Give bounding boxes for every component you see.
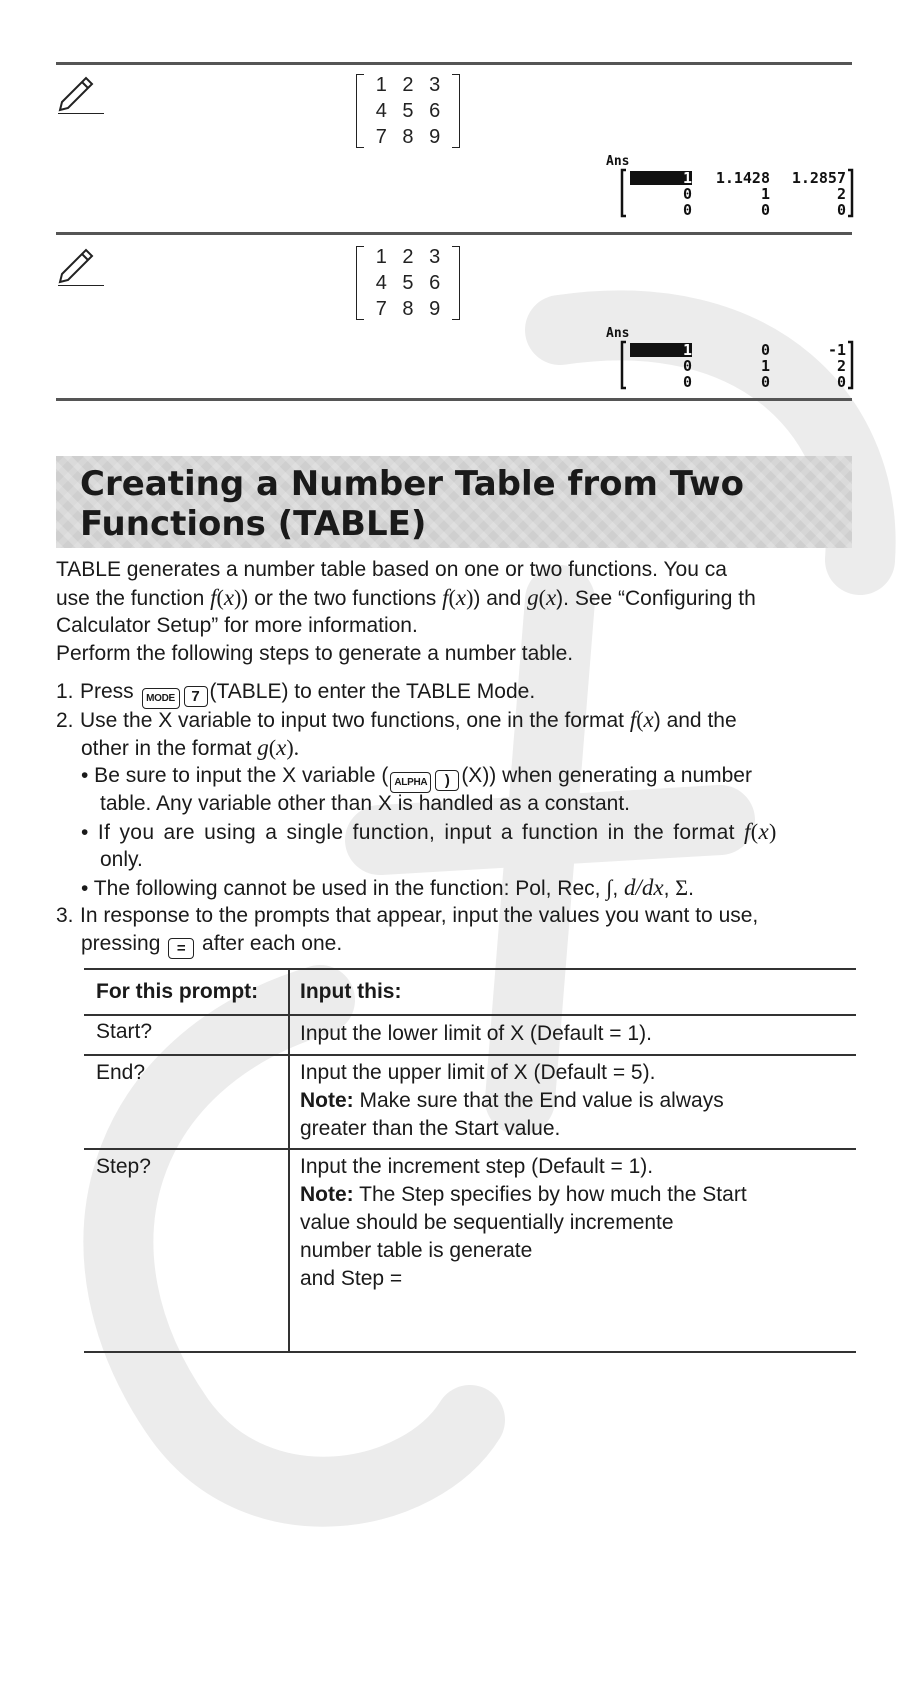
table-row-step-input: Input the increment step (Default = 1). (300, 1155, 654, 1178)
svg-text:0: 0 (760, 201, 770, 219)
matrix-cell: 6 (429, 272, 441, 294)
bullet-restrictions: • The following cannot be used in the function: Pol, Rec, ∫, d/dx, Σ. (81, 875, 694, 900)
bullet-single-function: • If you are using a single function, input a function in the format f(x) (81, 819, 777, 844)
mode-key-icon: MODE (142, 688, 180, 709)
svg-text:0: 0 (836, 373, 846, 391)
matrix-cell: 2 (402, 74, 414, 96)
table-header-input: Input this: (300, 980, 402, 1003)
svg-text:-1: -1 (827, 341, 846, 359)
matrix-cell: 8 (402, 298, 414, 320)
step-3-line-2: pressing = after each one. (81, 932, 343, 957)
matrix-cell: 4 (375, 272, 387, 294)
table-row-step-prompt: Step? (96, 1155, 151, 1178)
step-1: 1. Press MODE 7 (TABLE) to enter the TABLE Mode. (56, 678, 535, 709)
table-row-end-input: Input the upper limit of X (Default = 5). (300, 1061, 656, 1084)
table-row-end-note-line-2: greater than the Start value. (300, 1117, 561, 1140)
matrix-cell: 7 (375, 298, 387, 320)
alpha-key-icon: ALPHA (390, 772, 431, 793)
svg-text:1.2857: 1.2857 (791, 169, 846, 187)
svg-text:0: 0 (760, 373, 770, 391)
table-row-step-note-line-4: and Step = (300, 1267, 403, 1290)
matrix-cell: 3 (429, 246, 441, 268)
table-row-step-note: Note: The Step specifies by how much the Start (300, 1183, 747, 1206)
section-title-line-1: Creating a Number Table from Two (80, 464, 744, 504)
pencil-icon (56, 246, 106, 286)
svg-text:1.1428: 1.1428 (715, 169, 770, 187)
prompt-table (84, 968, 856, 1353)
close-paren-key-icon: ) (435, 770, 459, 791)
svg-text:1: 1 (760, 357, 770, 375)
matrix-cell: 4 (375, 100, 387, 122)
table-row-end-note: Note: Make sure that the End value is always (300, 1089, 724, 1112)
svg-text:2: 2 (836, 357, 846, 375)
calculator-display-1 (600, 152, 856, 220)
intro-line-3: Calculator Setup” for more information. (56, 614, 418, 637)
step-2-line-2: other in the format g(x). (81, 735, 300, 760)
equals-key-icon: = (168, 938, 194, 959)
matrix-cell: 5 (402, 100, 414, 122)
matrix-cell: 2 (402, 246, 414, 268)
matrix-cell: 1 (375, 74, 387, 96)
svg-text:0: 0 (682, 185, 692, 203)
matrix-cell: 5 (402, 272, 414, 294)
calculator-display-2 (600, 324, 856, 392)
svg-text:0: 0 (682, 373, 692, 391)
seven-key-icon: 7 (184, 686, 208, 707)
section-title (80, 464, 832, 544)
matrix-example-1 (356, 72, 460, 150)
section-title-line-2: Functions (TABLE) (80, 504, 427, 544)
matrix-cell: 3 (429, 74, 441, 96)
step-3: 3. In response to the prompts that appear, input the values you want to use, (56, 904, 759, 927)
table-row-start-input: Input the lower limit of X (Default = 1). (300, 1022, 652, 1045)
matrix-cell: 6 (429, 100, 441, 122)
svg-text:2: 2 (836, 185, 846, 203)
top-rule (56, 62, 852, 65)
bullet-x-variable-line-2: table. Any variable other than X is handled as a constant. (100, 792, 631, 815)
table-row-start-prompt: Start? (96, 1020, 153, 1043)
svg-text:0: 0 (682, 201, 692, 219)
svg-text:0: 0 (836, 201, 846, 219)
matrix-cell: 1 (375, 246, 387, 268)
intro-line-4: Perform the following steps to generate a number table. (56, 642, 574, 665)
matrix-cell: 9 (429, 126, 441, 148)
matrix-cell: 8 (402, 126, 414, 148)
table-row-step-note-line-2: value should be sequentially incremente (300, 1211, 674, 1234)
svg-text:1: 1 (682, 341, 692, 359)
matrix-example-2 (356, 244, 460, 322)
section-heading (56, 456, 852, 548)
matrix-cell: 7 (375, 126, 387, 148)
matrix-cell: 9 (429, 298, 441, 320)
svg-text:1: 1 (682, 169, 692, 187)
step-2: 2. Use the X variable to input two functions, one in the format f(x) and the (56, 707, 737, 732)
table-row-step-note-line-3: number table is generate (300, 1239, 533, 1262)
lcd-ans-label: Ans (606, 326, 630, 341)
svg-text:0: 0 (760, 341, 770, 359)
pencil-icon (56, 74, 106, 114)
intro-line-2: use the function f(x)) or the two functions f(x)) and g(x). See “Configuring th (56, 585, 756, 610)
bottom-rule (56, 398, 852, 401)
table-header-prompt: For this prompt: (96, 980, 259, 1003)
bullet-x-variable: • Be sure to input the X variable ( ALPHA ) (X)) when generating a number (81, 762, 752, 793)
lcd-ans-label: Ans (606, 154, 630, 169)
divider-rule (56, 232, 852, 235)
svg-text:1: 1 (760, 185, 770, 203)
intro-line-1: TABLE generates a number table based on one or two functions. You ca (56, 558, 727, 581)
svg-text:0: 0 (682, 357, 692, 375)
bullet-single-function-line-2: only. (100, 848, 143, 871)
table-row-end-prompt: End? (96, 1061, 146, 1084)
